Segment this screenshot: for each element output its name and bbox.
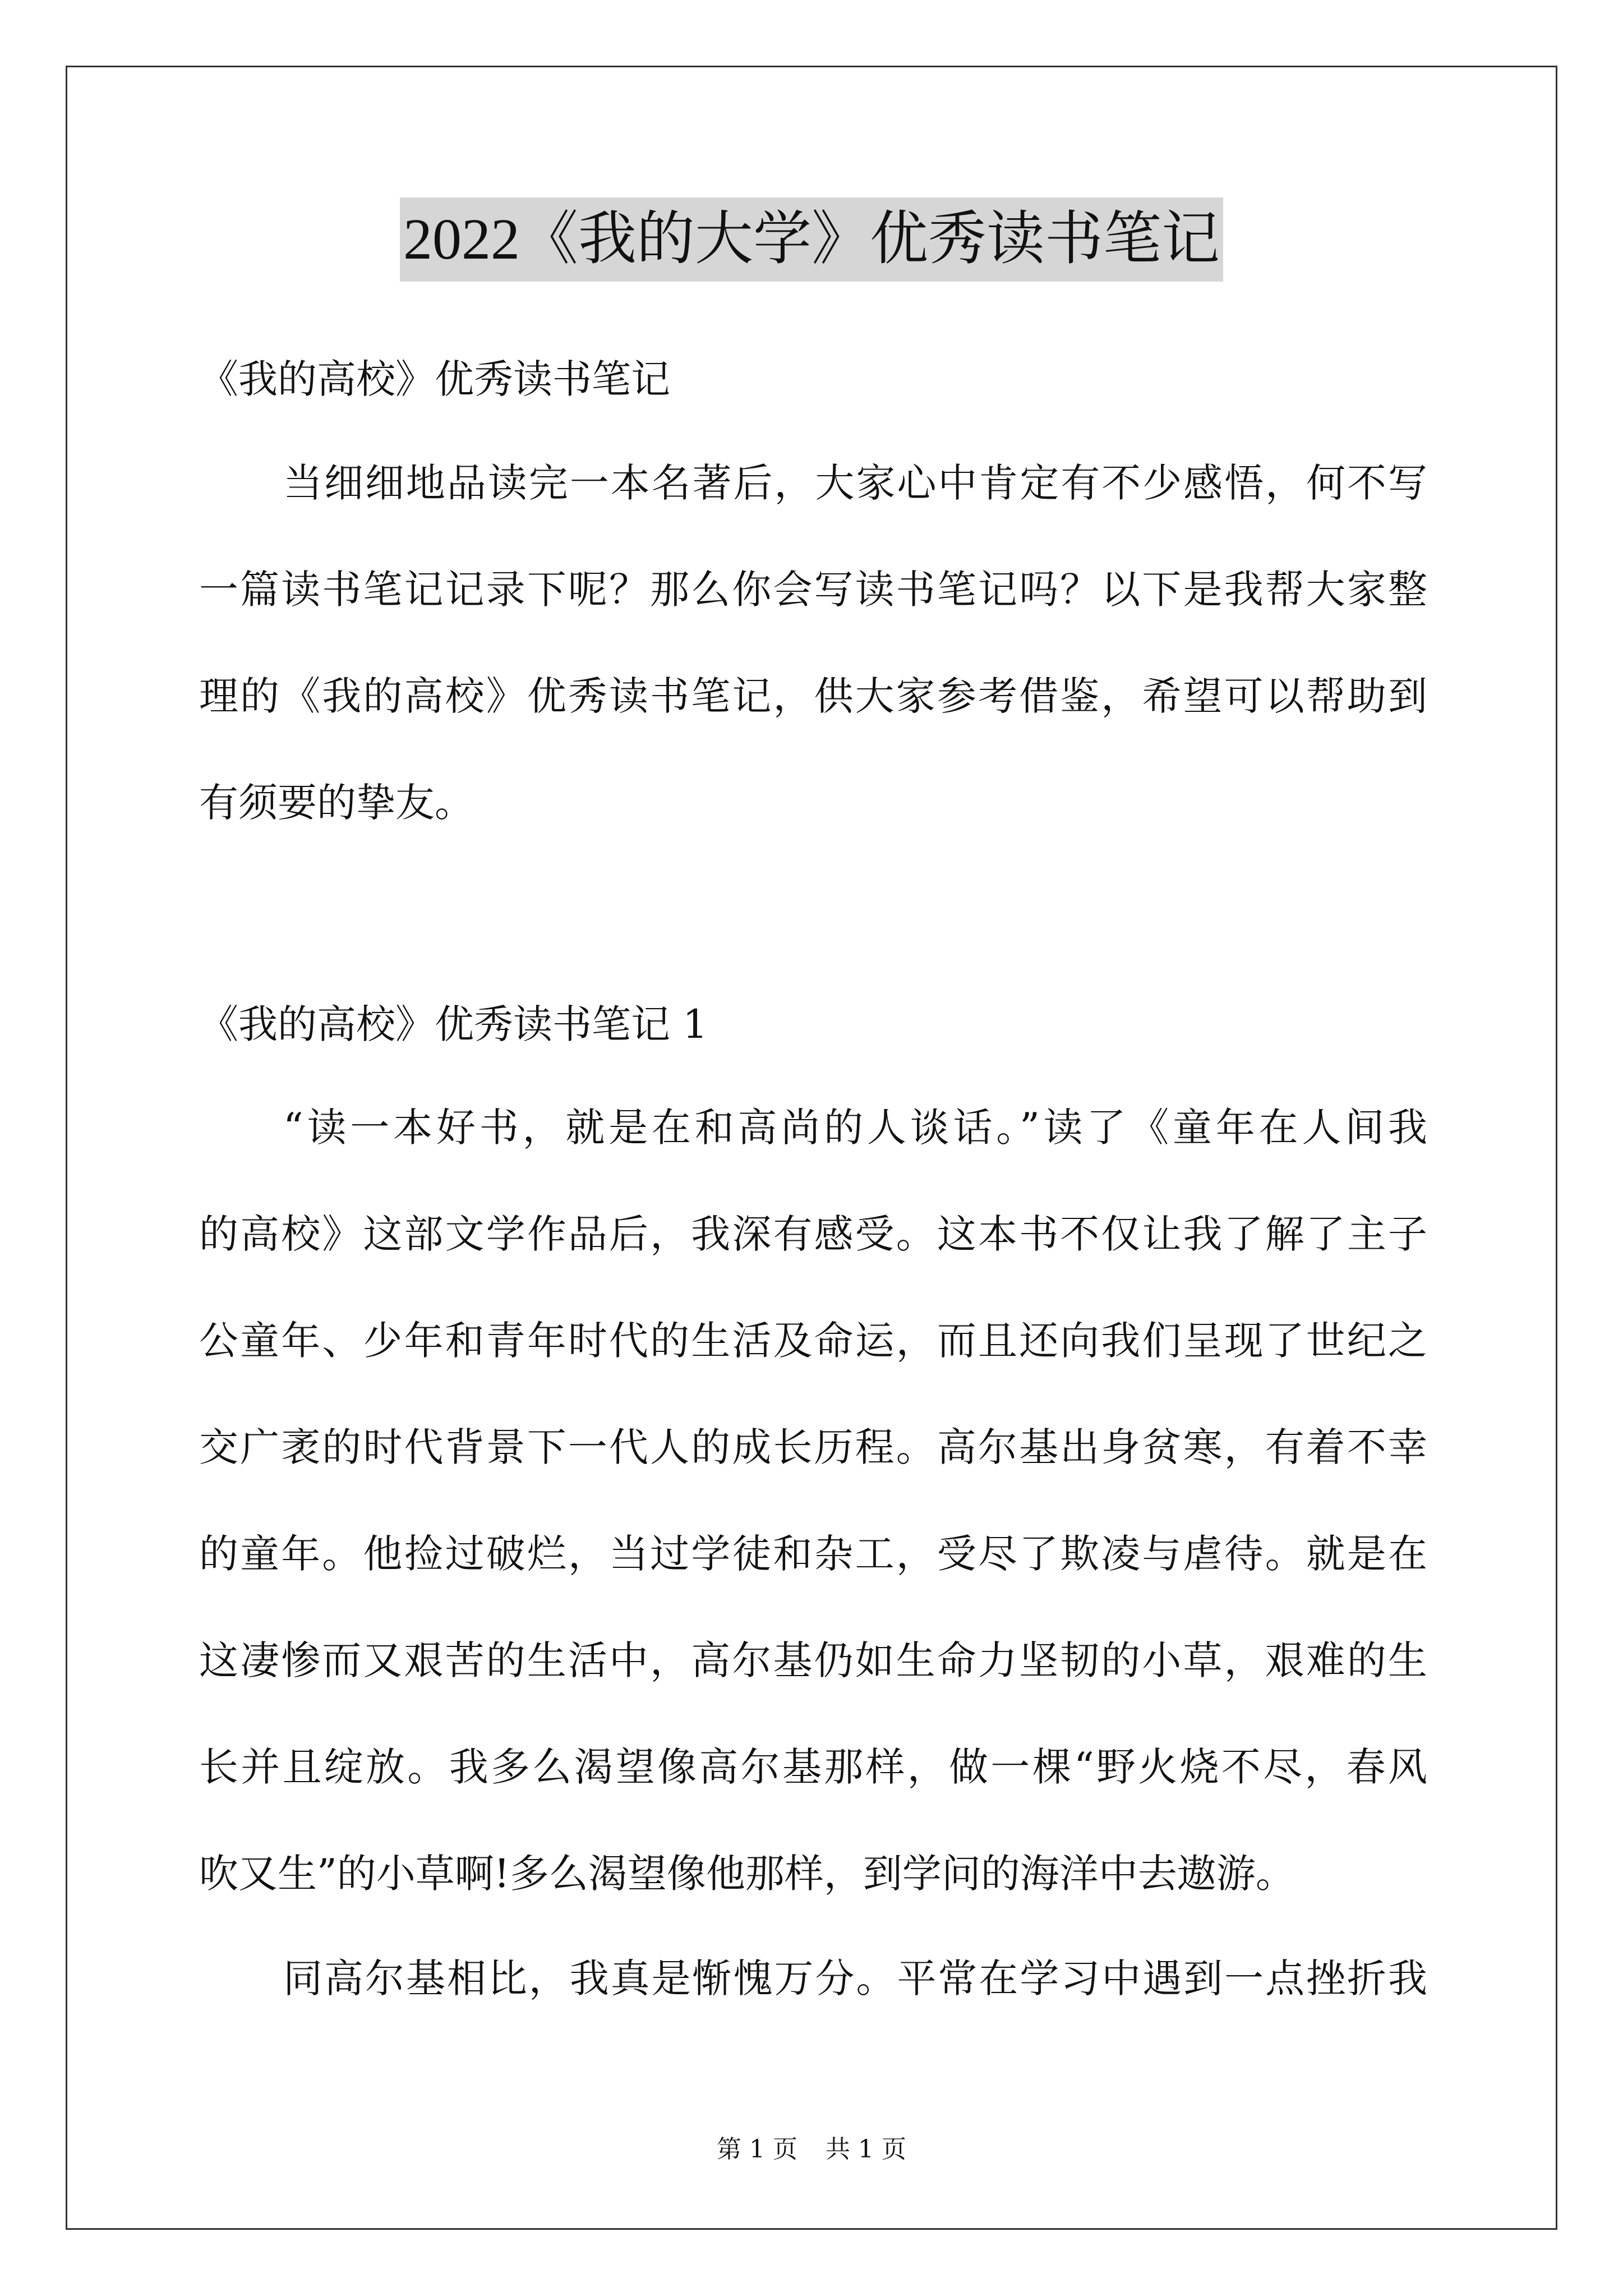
section-title: 《我的高校》优秀读书笔记 1: [199, 1001, 708, 1047]
paragraph-line: 交广袤的时代背景下一代人的成长历程。高尔基出身贫寒，有着不幸: [199, 1424, 1427, 1470]
paragraph-line: 公童年、少年和青年时代的生活及命运，而且还向我们呈现了世纪之: [199, 1318, 1427, 1364]
paragraph-line: 吹又生”的小草啊!多么渴望像他那样，到学问的海洋中去遨游。: [199, 1851, 1295, 1897]
intro-line: 有须要的挚友。: [199, 780, 474, 826]
paragraph-line: 这凄惨而又艰苦的生活中，高尔基仍如生命力坚韧的小草，艰难的生: [199, 1637, 1427, 1683]
page-footer: [0, 2133, 1623, 2166]
intro-line: 一篇读书笔记记录下呢？那么你会写读书笔记吗？以下是我帮大家整: [199, 567, 1427, 613]
paragraph-line: “读一本好书，就是在和高尚的人谈话。”读了《童年在人间我: [283, 1105, 1427, 1151]
intro-line: 当细细地品读完一本名著后，大家心中肯定有不少感悟，何不写: [283, 460, 1427, 506]
document-title: 2022《我的大学》优秀读书笔记: [400, 197, 1223, 282]
paragraph-line: 同高尔基相比，我真是惭愧万分。平常在学习中遇到一点挫折我: [283, 1955, 1427, 2001]
document-subtitle: 《我的高校》优秀读书笔记: [199, 356, 670, 402]
paragraph-line: 的高校》这部文学作品后，我深有感受。这本书不仅让我了解了主子: [199, 1211, 1427, 1257]
paragraph-line: 长并且绽放。我多么渴望像高尔基那样，做一棵“野火烧不尽，春风: [199, 1744, 1427, 1790]
paragraph-line: 的童年。他捡过破烂，当过学徒和杂工，受尽了欺凌与虐待。就是在: [199, 1531, 1427, 1577]
intro-line: 理的《我的高校》优秀读书笔记，供大家参考借鉴，希望可以帮助到: [199, 673, 1427, 719]
page-number: 第 1 页: [717, 2135, 797, 2164]
title-container: [0, 197, 1623, 282]
page-total: 共 1 页: [826, 2135, 906, 2164]
